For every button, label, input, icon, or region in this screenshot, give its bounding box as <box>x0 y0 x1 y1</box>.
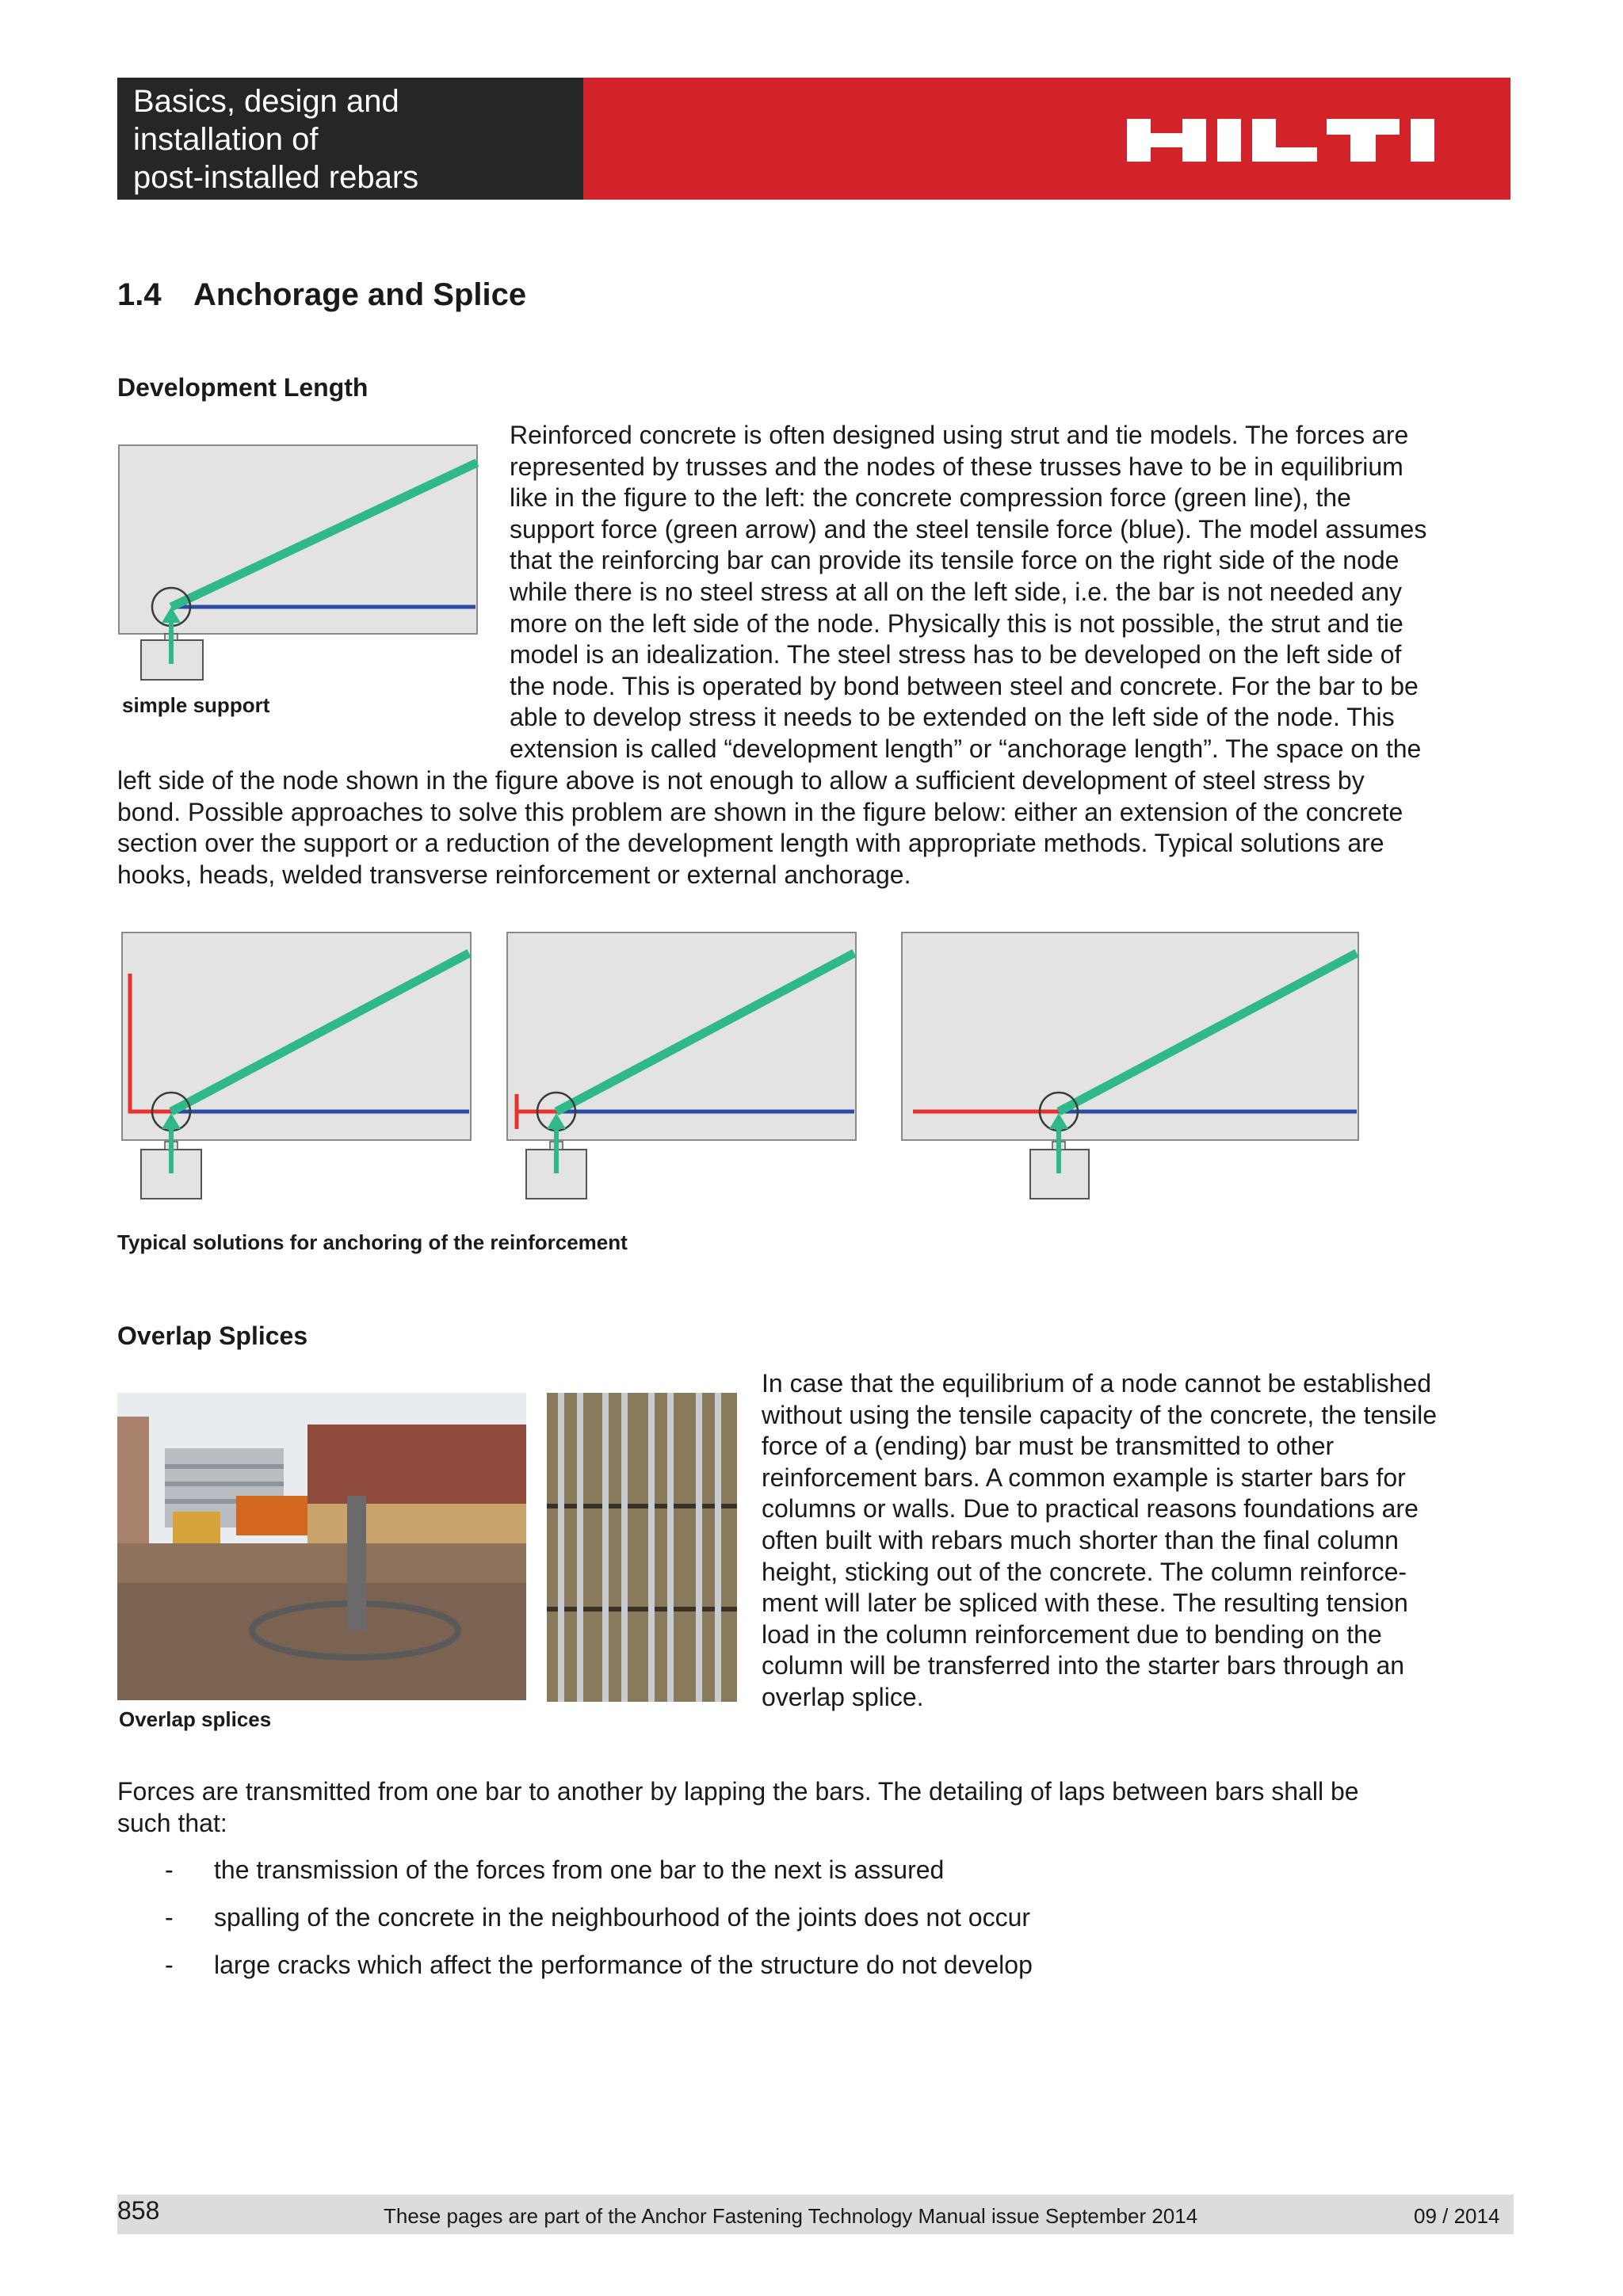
overlap-line-3: force of a (ending) bar must be transmitted to other <box>762 1432 1335 1461</box>
overlap-line-4: reinforcement bars. A common example is starter bars for <box>762 1463 1406 1492</box>
development-cont-line-4: hooks, heads, welded transverse reinforcement or external anchorage. <box>117 860 911 889</box>
section-title-text: Anchorage and Splice <box>193 277 527 312</box>
footer-date: 09 / 2014 <box>1414 2204 1500 2228</box>
development-cont-line-3: section over the support or a reduction of the development length with appropriate methods. Typical solutions are <box>117 829 1384 858</box>
overlap-line-11: overlap splice. <box>762 1682 924 1711</box>
overlap-line-5: columns or walls. Due to practical reasons foundations are <box>762 1494 1419 1524</box>
overlap-line-2: without using the tensile capacity of the concrete, the tensile <box>762 1400 1438 1429</box>
header-title-line-2: installation of <box>133 122 319 157</box>
list-item-text: spalling of the concrete in the neighbourhood of the joints does not occur <box>214 1903 1031 1932</box>
overlap-photo-caption: Overlap splices <box>119 1707 272 1731</box>
list-item <box>117 1854 1512 1901</box>
development-line-11: extension is called “development length” or “anchorage length”. The space on the <box>510 734 1422 763</box>
overlap-line-1: In case that the equilibrium of a node cannot be established <box>762 1369 1432 1398</box>
solutions-caption: Typical solutions for anchoring of the reinforcement <box>117 1230 628 1254</box>
overlap-line-10: column will be transferred into the starter bars through an <box>762 1651 1405 1680</box>
list-item-text: the transmission of the forces from one bar to the next is assured <box>214 1855 945 1884</box>
simple-support-caption: simple support <box>122 693 270 717</box>
overlap-line-8: ment will later be spliced with these. The resulting tension <box>762 1589 1408 1618</box>
development-line-6: while there is no steel stress at all on the left side, i.e. the bar is not needed any <box>510 577 1402 606</box>
header-brand-bar <box>583 78 1510 200</box>
bullet-marker: - <box>165 1951 174 1979</box>
bullet-marker: - <box>165 1903 174 1932</box>
solution-hook-diagram <box>120 931 472 1204</box>
development-line-9: the node. This is operated by bond between steel and concrete. For the bar to be <box>510 671 1419 700</box>
list-item <box>117 1949 1512 1997</box>
development-line-8: model is an idealization. The steel stress has to be developed on the left side of <box>510 640 1402 669</box>
concrete-wall <box>547 1393 737 1702</box>
development-line-2: represented by trusses and the nodes of these trusses have to be in equilibrium <box>510 452 1403 481</box>
crane-building <box>117 1417 149 1543</box>
hilti-logo <box>583 78 1510 200</box>
development-line-4: support force (green arrow) and the steel tensile force (blue). The model assumes <box>510 514 1427 543</box>
section-number: 1.4 <box>117 277 162 312</box>
simple-support-diagram <box>117 444 482 689</box>
section-title <box>117 277 526 313</box>
dumper-truck <box>173 1512 220 1543</box>
header-title-line-1: Basics, design and <box>133 84 399 119</box>
list-item-text: large cracks which affect the performance of the structure do not develop <box>214 1951 1033 1979</box>
overlap-paragraph <box>762 1368 1509 1714</box>
development-paragraph <box>510 420 1509 765</box>
overlap-line-9: load in the column reinforcement due to bending on the <box>762 1619 1382 1649</box>
forces-line-2: such that: <box>117 1808 227 1837</box>
development-line-10: able to develop stress it needs to be extended on the left side of the node. This <box>510 703 1395 732</box>
footer-text: These pages are part of the Anchor Fastening Technology Manual issue September 2014 <box>384 2204 1198 2228</box>
forces-paragraph <box>117 1776 1509 1839</box>
development-cont-line-1: left side of the node shown in the figure above is not enough to allow a sufficient development of steel stress by <box>117 766 1365 795</box>
development-line-1: Reinforced concrete is often designed using strut and tie models. The forces are <box>510 421 1409 449</box>
excavator <box>236 1496 307 1535</box>
overlap-line-7: height, sticking out of the concrete. The column reinforce- <box>762 1557 1407 1586</box>
development-line-3: like in the figure to the left: the concrete compression force (green line), the <box>510 483 1351 513</box>
solution-extension-diagram <box>900 931 1360 1204</box>
forces-line-1: Forces are transmitted from one bar to another by lapping the bars. The detailing of laps between bars shall be <box>117 1777 1359 1806</box>
development-length-heading: Development Length <box>117 373 369 402</box>
development-cont-line-2: bond. Possible approaches to solve this problem are shown in the figure below: either an extension of the concrete <box>117 797 1403 826</box>
construction-site-photo <box>117 1393 526 1700</box>
header-title-block <box>117 78 583 200</box>
concrete-beam <box>902 933 1358 1140</box>
bullet-marker: - <box>165 1855 174 1884</box>
development-line-7: more on the left side of the node. Physically this is not possible, the strut and tie <box>510 608 1403 638</box>
lapped-bars-photo <box>547 1393 737 1702</box>
header-title-line-3: post-installed rebars <box>133 160 419 195</box>
lap-requirements-list <box>117 1854 1512 1997</box>
overlap-splices-heading: Overlap Splices <box>117 1322 308 1350</box>
starter-bars <box>347 1496 366 1630</box>
solution-head-diagram <box>506 931 857 1204</box>
development-line-5: that the reinforcing bar can provide its tensile force on the right side of the node <box>510 546 1400 575</box>
list-item <box>117 1901 1512 1949</box>
page-number: 858 <box>117 2196 160 2225</box>
overlap-line-6: often built with rebars much shorter than the final column <box>762 1525 1399 1554</box>
development-paragraph-continued <box>117 765 1509 891</box>
